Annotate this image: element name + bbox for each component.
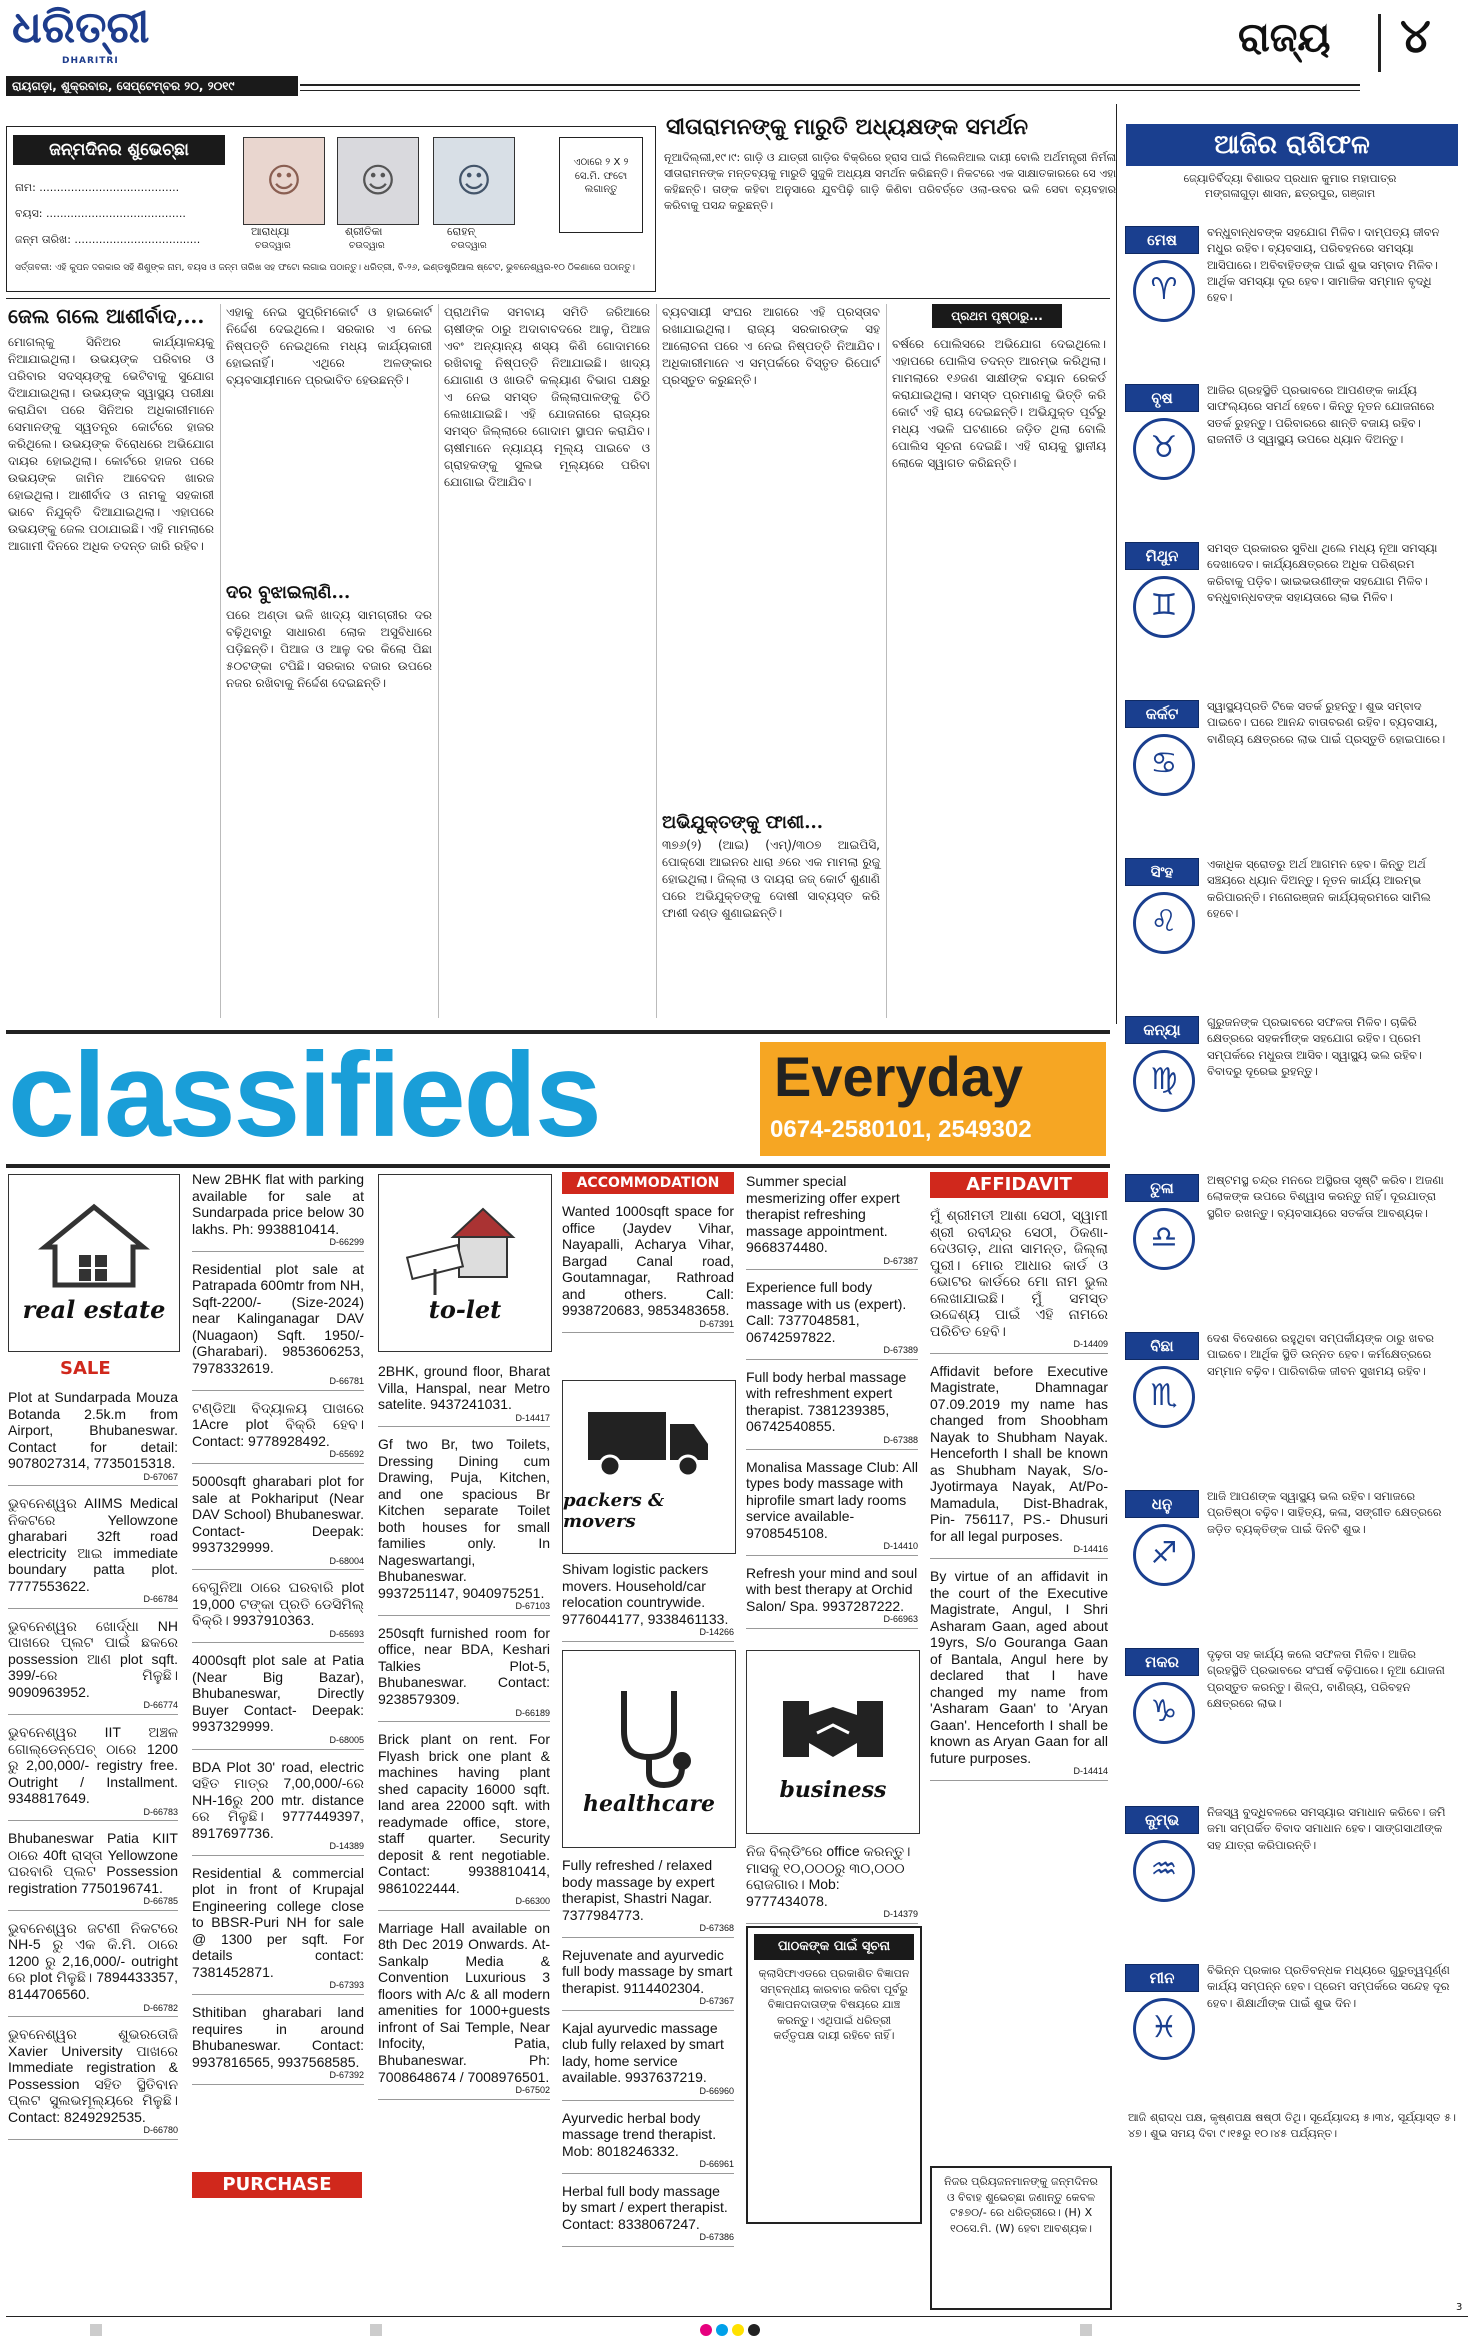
ad-code: D-14417 xyxy=(515,1412,550,1423)
zodiac-row xyxy=(1125,218,1453,370)
zodiac-prediction: ବନ୍ଧୁବାନ୍ଧବଙ୍କ ସହଯୋଗ ମିଳିବ। ଦାମ୍ପତ୍ୟ ଜୀବନ ମଧୁର ରହିବ। ବ୍ୟବସାୟ, ପରିବହନରେ ସମସ୍ୟା ଆସିପାରେ। ଅବିବାହିତଙ୍କ ପାଇଁ ଶୁଭ ସମ୍ବାଦ ମିଳିବ। ଆର୍ଥିକ ସମସ୍ୟା ଦୂର ହେବ। ସାମାଜିକ ସମ୍ମାନ ବୃଦ୍ଧି ହେବ। xyxy=(1207,225,1440,305)
col-divider-2 xyxy=(438,304,439,1018)
ad-text: ମୁଁ ଶ୍ରୀମତୀ ଆଶା ସେଠୀ, ସ୍ୱାମୀ ଶ୍ରୀ ରବୀନ୍ଦ୍ର ସେଠୀ, ଠିକଣା- ଦେଓଗଡ଼, ଥାନା ସାମନ୍ତ, ଜିଲ୍ଲା ପୁରୀ। ମୋର ଆଧାର କାର୍ଡ ଓ ଭୋଟର କାର୍ଡରେ ମୋ ନାମ ଭୁଲ ଲେଖାଯାଇଛି। ମୁଁ ସମସ୍ତ ଉଦ୍ଦେଶ୍ୟ ପାଇଁ ଏହି ନାମରେ ପରିଚିତ ହେବି। xyxy=(930,1207,1108,1339)
classified-ad xyxy=(192,1258,364,1391)
ad-text: 4000sqft plot sale at Patia (Near Big Bazar), Bhubaneswar, Directly Buyer Contact- Deepak: 9937329999. xyxy=(192,1652,364,1735)
classified-ad xyxy=(562,2017,734,2101)
zodiac-prediction: ସମସ୍ତ ପ୍ରକାରର ସୁବିଧା ଥିଲେ ମଧ୍ୟ ନୂଆ ସମସ୍ୟା ଦେଖାଦେବ। କାର୍ଯ୍ୟକ୍ଷେତ୍ରରେ ଅଧିକ ପରିଶ୍ରମ କରିବାକୁ ପଡ଼ିବ। ଭାଇଭଉଣୀଙ୍କ ସହଯୋଗ ମିଳିବ। ବନ୍ଧୁବାନ୍ଧବଙ୍କ ସହାୟତାରେ ଲାଭ ମିଳିବ। xyxy=(1207,541,1438,604)
zodiac-prediction: ସ୍ୱାସ୍ଥ୍ୟପ୍ରତି ଟିକେ ସତର୍କ ରୁହନ୍ତୁ। ଶୁଭ ସମ୍ବାଦ ପାଇବେ। ଘରେ ଆନନ୍ଦ ବାତାବରଣ ରହିବ। ବ୍ୟବସାୟ, ବାଣିଜ୍ୟ କ୍ଷେତ୍ରରେ ଲାଭ ପାଇଁ ପ୍ରସ୍ତୁତି ହୋଇପାରେ। xyxy=(1207,699,1446,746)
ad-code: D-67389 xyxy=(883,1345,918,1356)
healthcare-graphic xyxy=(562,1650,736,1848)
zodiac-row xyxy=(1125,850,1453,1002)
classifieds-banner xyxy=(6,1030,1110,1168)
healthcare-label: healthcare xyxy=(583,1791,715,1817)
ad-text: ବେଗୁନିଆ ଠାରେ ଘରବାରି plot 19,000 ଟଙ୍କା ପ୍ରତି ଡେସିମିଲ୍ ବିକ୍ରି। 9937910363. xyxy=(192,1579,364,1629)
reader-notice-title: ପାଠକଙ୍କ ପାଇଁ ସୂଚନା xyxy=(754,1934,914,1960)
ads-column-5-bottom xyxy=(746,1840,918,1920)
col2-body: ଏହାକୁ ନେଇ ସୁପ୍ରିମକୋର୍ଟ ଓ ହାଇକୋର୍ଟ ନିର୍ଦ୍ଦେଶ ଦେଇଥିଲେ। ସରକାର ଏ ନେଇ ନିଷ୍ପତ୍ତି ନେଇଥିଲେ ମଧ୍ୟ କାର୍ଯ୍ୟକାରୀ ହୋଇନାହିଁ। ଏଥିରେ ଅଳଙ୍କାର ବ୍ୟବସାୟୀମାନେ ପ୍ରଭାବିତ ହେଉଛନ୍ତି। xyxy=(226,305,432,388)
footer-registration-marks xyxy=(0,2322,1476,2338)
rates-box xyxy=(930,2166,1112,2310)
zodiac-name: ବିଛା xyxy=(1125,1332,1199,1360)
ad-text: Refresh your mind and soul with best therapy at Orchid Salon/ Spa. 9937287222. xyxy=(746,1564,918,1614)
zodiac-row xyxy=(1125,1482,1453,1634)
col-divider-4 xyxy=(886,304,887,1018)
ad-text: Bhubaneswar Patia KIIT ଠାରେ 40ft ରାସ୍ତା Yellowzone ଘରବାରି ପ୍ଲଟ Possession registration 7750196741. xyxy=(8,1830,178,1896)
zodiac-prediction: ଅଷ୍ଟମସ୍ଥ ଚନ୍ଦ୍ର ମନରେ ଅସ୍ଥିରତା ସୃଷ୍ଟି କରିବ। ଅଜଣା ଲୋକଙ୍କ ଉପରେ ବିଶ୍ୱାସ କରନ୍ତୁ ନାହିଁ। ଦୂରଯାତ୍ରା ସ୍ଥଗିତ ରଖନ୍ତୁ। ବ୍ୟବସାୟରେ ସତର୍କତା ଆବଶ୍ୟକ। xyxy=(1207,1173,1444,1220)
ad-code: D-68004 xyxy=(329,1555,364,1566)
classified-ad xyxy=(192,1397,364,1464)
ad-text: Ayurvedic herbal body massage trend therapist. Mob: 8018246332. xyxy=(562,2109,717,2159)
ad-code: D-66781 xyxy=(329,1376,364,1387)
classified-ad xyxy=(562,1200,734,1333)
section-title: ରାଜ୍ୟ xyxy=(1238,14,1331,61)
section-divider xyxy=(1378,14,1381,72)
classified-ad xyxy=(746,1562,918,1629)
ad-code: D-66784 xyxy=(143,1594,178,1605)
business-label: business xyxy=(779,1777,887,1803)
ad-text: Monalisa Massage Club: All types body massage with hiprofile smart lady rooms service available- 9708545108. xyxy=(746,1458,918,1541)
zodiac-name: ବୃଷ xyxy=(1125,384,1199,412)
ad-text: Gf two Br, two Toilets, Dressing Dining cum Drawing, Puja, Kitchen, and one spacious Br Kitchen separate Toilet both houses for small families only. In Nageswartangi, Bhubaneswar. 9937251147, 9040975251. xyxy=(378,1436,550,1601)
ad-text: ଭୁବନେଶ୍ୱର IIT ଅଞ୍ଚଳ ଗୋଲ୍ଡେନ୍‌ପେଚ୍ ଠାରେ 1200 ରୁ 2,00,000/- registry free. Outright / Installment. 9348817649. xyxy=(8,1724,178,1807)
ad-code: D-67368 xyxy=(699,1923,734,1934)
ad-code: D-67387 xyxy=(883,1255,918,1266)
birthday-field-dob: ଜନ୍ମ ତାରିଖ: .................................... xyxy=(15,233,201,246)
classified-ad xyxy=(562,2180,734,2247)
ads-column-5 xyxy=(746,1170,918,1625)
kid-place-2: ଚଉଦ୍ୱାର xyxy=(349,241,385,251)
classified-ad xyxy=(930,1360,1108,1559)
classified-ad xyxy=(562,1854,734,1938)
real-estate-label: real estate xyxy=(22,1294,166,1324)
ad-code: D-14410 xyxy=(883,1541,918,1552)
birthday-coupon xyxy=(6,126,656,292)
birthday-footnote: ସର୍ତ୍ତାବଳୀ: ଏହି କୁପନ ଦରକାର ସହି ଶିଶୁଙ୍କ ନାମ, ବୟସ ଓ ଜନ୍ମ ତାରିଖ ସହ ଫଟୋ ଲଗାଇ ପଠାନ୍ତୁ। ଧରିତ୍ରୀ, ବି-୨୬, ଇଣ୍ଡଷ୍ଟ୍ରିଆଲ ଷ୍ଟେଟ, ଭୁବନେଶ୍ୱର-୧୦ ଠିକଣାରେ ପଠାନ୍ତୁ। xyxy=(15,263,635,273)
logo: ଧରିତ୍ରୀ xyxy=(12,2,150,53)
ad-code: D-66960 xyxy=(699,2085,734,2096)
classified-ad xyxy=(746,1170,918,1270)
ad-text: 2BHK, ground floor, Bharat Villa, Hanspal, near Metro satelite. 9437241031. xyxy=(378,1363,550,1413)
ad-text: Fully refreshed / relaxed body massage by expert therapist, Shastri Nagar. 7377984773. xyxy=(562,1857,715,1923)
lead-body: ନୂଆଦିଲ୍ଲୀ,୧୯।୯: ଗାଡ଼ି ଓ ଯାତ୍ରୀ ଗାଡ଼ିର ବିକ୍ରିରେ ହ୍ରାସ ପାଇଁ ମିଲେନିଆଲ ଦାୟୀ ବୋଲି ଅର୍ଥମନ୍ତ୍ରୀ ନିର୍ମଳା ସୀତାରାମନଙ୍କ ମନ୍ତବ୍ୟକୁ ମାରୁତି ସୁଜୁକି ଅଧ୍ୟକ୍ଷ ସମର୍ଥନ କରିଛନ୍ତି। ନିକଟରେ ଏକ ସାକ୍ଷାତକାରରେ ସେ ଏହା କହିଛନ୍ତି। ତାଙ୍କ କହିବା ଅନୁସାରେ ଯୁବପିଢ଼ି ଗାଡ଼ି କିଣିବା ପରିବର୍ତ୍ତେ ଓଲା-ଉବର ଭଳି ସେବା ବ୍ୟବହାର କରିବାକୁ ପସନ୍ଦ କରୁଛନ୍ତି। xyxy=(664,151,1116,212)
ad-code: D-67103 xyxy=(515,1601,550,1612)
ad-text: BDA Plot 30' road, electric ସହିତ ମାତ୍ର 7,00,000/-ରେ NH-16ରୁ 200 mtr. distance ରେ ମିଳୁଛି। 9777449397, 8917697736. xyxy=(192,1758,364,1841)
page-number: ୪ xyxy=(1400,8,1431,64)
zodiac-icon: ♋ xyxy=(1133,734,1195,796)
ad-text: New 2BHK flat with parking available for sale at Sundarpada price below 30 lakhs. Ph: 9938810414. xyxy=(192,1171,364,1237)
zodiac-prediction: ଆଜି ଆପଣଙ୍କ ସ୍ୱାସ୍ଥ୍ୟ ଭଲ ରହିବ। ସମାଜରେ ପ୍ରତିଷ୍ଠା ବଢ଼ିବ। ସାହିତ୍ୟ, କଳା, ସଙ୍ଗୀତ କ୍ଷେତ୍ରରେ ଜଡ଼ିତ ବ୍ୟକ୍ତିଙ୍କ ପାଇଁ ଦିନଟି ଶୁଭ। xyxy=(1207,1489,1442,1536)
ad-code: D-65693 xyxy=(329,1628,364,1639)
ad-text: Plot at Sundarpada Mouza Botanda 2.5k.m from Airport, Bhubaneswar. Contact for detail: 9078027314, 7735015318. xyxy=(8,1389,178,1472)
news-col-4 xyxy=(662,304,880,1018)
ad-text: Residential plot sale at Patrapada 600mtr from NH, Sqft-2200/- (Size-2024) near Kalinganagar DAV (Nuagaon) Sqft. 1950/- (Gharabari). 9853606253, 7978332619. xyxy=(192,1260,364,1376)
zodiac-name: ଧନୁ xyxy=(1125,1490,1199,1518)
classified-ad xyxy=(378,1433,550,1616)
classified-ad xyxy=(192,1470,364,1570)
footer-page-marker: 3 xyxy=(1456,2302,1463,2313)
kid-photo-2: ☺ xyxy=(337,137,419,225)
zodiac-icon: ♍ xyxy=(1133,1050,1195,1112)
classified-ad xyxy=(378,1917,550,2100)
ad-text: 250sqft furnished room for office, near BDA, Keshari Talkies Plot-5, Bhubaneswar. Contact: 9238579309. xyxy=(378,1624,550,1707)
classified-ad xyxy=(192,2001,364,2085)
kid-place-1: ଚଉଦ୍ୱାର xyxy=(255,241,291,251)
reader-notice xyxy=(746,1926,922,2224)
to-let-house-icon xyxy=(405,1203,525,1295)
reader-notice-body: କ୍ଲାସିଫାଏଡରେ ପ୍ରକାଶିତ ବିଜ୍ଞାପନ ସମ୍ବନ୍ଧୀୟ କାରବାର କରିବା ପୂର୍ବରୁ ବିଜ୍ଞାପନଦାତାଙ୍କ ବିଷୟରେ ଯାଞ୍ଚ କରନ୍ତୁ। ଏଥିପାଇଁ ଧରିତ୍ରୀ କର୍ତ୍ତୃପକ୍ଷ ଦାୟୀ ରହିବେ ନାହିଁ। xyxy=(758,1967,910,2043)
ad-code: D-66963 xyxy=(883,1614,918,1625)
affidavit-label: AFFIDAVIT xyxy=(930,1172,1108,1198)
classified-ad xyxy=(8,1917,178,2017)
col1-body: ମୋଗଲ୍କୁ ସିନିଅର କାର୍ଯ୍ୟାଳୟକୁ ନିଆଯାଇଥିଲା। ଉଭୟଙ୍କ ପରିବାର ଓ ପରିବାର ସଦସ୍ୟଙ୍କୁ ଭେଟିବାକୁ ସୁଯୋଗ ଦିଆଯାଇଥିଲା। ଉଭୟଙ୍କ ସ୍ୱାସ୍ଥ୍ୟ ପରୀକ୍ଷା କରାଯିବା ପରେ ସିନିଅର ଅଧିକାରୀମାନେ ସେମାନଙ୍କୁ ସ୍ୱତନ୍ତ୍ର କୋର୍ଟରେ ହାଜର କରିଥିଲେ। ଉଭୟଙ୍କ ବିରୋଧରେ ଅଭିଯୋଗ ଦାୟର ହୋଇଥିଲା। କୋର୍ଟରେ ହାଜର ପରେ ଉଭୟଙ୍କ ଜାମିନ ଆବେଦନ ଖାରଜ ହୋଇଥିଲା। ଆଶୀର୍ବାଦ ଓ ନାମକୁ ସହକାରୀ ଭାବେ ନିଯୁକ୍ତି ଦିଆଯାଇଥିଲା। ଏହାପରେ ଉଭୟଙ୍କୁ ଜେଲ ପଠାଯାଇଛି। ଏହି ମାମଲାରେ ଆଗାମୀ ଦିନରେ ଅଧିକ ତଦନ୍ତ ଜାରି ରହିବ। xyxy=(8,335,214,554)
ads-column-6 xyxy=(930,1204,1108,2158)
ad-code: D-14409 xyxy=(1073,1339,1108,1350)
col4-subhead: ଅଭିଯୁକ୍ତଙ୍କୁ ଫାଶୀ... xyxy=(662,812,824,833)
packers-graphic xyxy=(562,1380,736,1554)
dateline: ରାୟଗଡ଼ା, ଶୁକ୍ରବାର, ସେପ୍ଟେମ୍ବର ୨୦, ୨୦୧୯ xyxy=(6,76,298,96)
classified-ad xyxy=(8,1827,178,1911)
zodiac-icon: ♌ xyxy=(1133,892,1195,954)
zodiac-name: ମିଥୁନ xyxy=(1125,542,1199,570)
kid-name-3: ରୋହନ୍ xyxy=(447,225,476,238)
ad-code: D-67067 xyxy=(143,1471,178,1482)
rashifal-byline: ଜ୍ୟୋତିର୍ବିଦ୍ୟା ବିଶାରଦ ପ୍ରଧାନ କୁମାର ମହାପାତ୍ର ମଙ୍ଗଳାଗୁଡ଼ା ଶାସନ, ଛତ୍ରପୁର, ଗଞ୍ଜାମ xyxy=(1183,172,1397,200)
ad-text: Shivam logistic packers movers. Household/car relocation countrywide. 9776044177, 9338461133. xyxy=(562,1561,729,1627)
photo-slot: ଏଠାରେ ୨ X ୨ ସେ.ମି. ଫଟୋ ଲଗାନ୍ତୁ xyxy=(559,137,643,233)
zodiac-icon: ♈ xyxy=(1133,260,1195,322)
classified-ad xyxy=(378,1728,550,1911)
ad-code: D-67502 xyxy=(515,2085,550,2096)
purchase-label: PURCHASE xyxy=(192,2172,362,2198)
sale-label: SALE xyxy=(60,1358,111,1379)
classified-ad xyxy=(8,1386,178,1486)
zodiac-row xyxy=(1125,1798,1453,1950)
packers-label: packers & movers xyxy=(563,1490,665,1532)
ad-text: Rejuvenate and ayurvedic full body massage by smart therapist. 9114402304. xyxy=(562,1946,733,1996)
zodiac-row xyxy=(1125,692,1453,844)
ad-text: 5000sqft gharabari plot for sale at Pokhariput (Near DAV School) Bhubaneswar. Contact- Deepak: 9937329999. xyxy=(192,1473,364,1556)
col2-body2: ପରେ ଅଣ୍ଡା ଭଳି ଖାଦ୍ୟ ସାମଗ୍ରୀର ଦର ବଢ଼ିଥିବାରୁ ସାଧାରଣ ଲୋକ ଅସୁବିଧାରେ ପଡ଼ିଛନ୍ତି। ପିଆଜ ଓ ଆଳୁ ଦର କିଲୋ ପିଛା ୫୦ଟଙ୍କା ଟପିଛି। ସରକାର ବଜାର ଉପରେ ନଜର ରଖିବାକୁ ନିର୍ଦ୍ଦେଶ ଦେଇଛନ୍ତି। xyxy=(226,608,432,691)
lead-story xyxy=(664,108,1118,288)
zodiac-prediction: ଏକାଧିକ ସ୍ରୋତରୁ ଅର୍ଥ ଆଗମନ ହେବ। କିନ୍ତୁ ଅର୍ଥ ସଞ୍ଚୟରେ ଧ୍ୟାନ ଦିଅନ୍ତୁ। ନୂତନ କାର୍ଯ୍ୟ ଆରମ୍ଭ କରିପାରନ୍ତି। ମନୋରଞ୍ଜନ କାର୍ଯ୍ୟକ୍ରମରେ ସାମିଲ ହେବେ। xyxy=(1207,857,1431,920)
kid-photo-3: ☺ xyxy=(433,137,515,225)
zodiac-row xyxy=(1125,376,1453,528)
classified-ad xyxy=(562,1944,734,2011)
accommodation-label: ACCOMMODATION xyxy=(562,1172,734,1194)
kid-name-1: ଆରାଧ୍ୟା xyxy=(251,225,290,238)
zodiac-row xyxy=(1125,1166,1453,1318)
classified-ad xyxy=(930,1204,1108,1354)
classified-ad xyxy=(8,1492,178,1609)
ad-code: D-66782 xyxy=(143,2002,178,2013)
ad-text: ଟଣ୍ଡିଆ ବିଦ୍ୟାଳୟ ପାଖରେ 1Acre plot ବିକ୍ରି ହେବ। Contact: 9778928492. xyxy=(192,1399,364,1449)
zodiac-name: କନ୍ୟା xyxy=(1125,1016,1199,1044)
col2-subhead: ଦର ବୁଝାଇଲାଣି... xyxy=(226,582,351,603)
classifieds-phones: 0674-2580101, 2549302 xyxy=(770,1116,1032,1143)
news-top-rule xyxy=(6,298,1110,299)
kid-name-2: ଶ୍ରୀତିକା xyxy=(345,225,383,238)
zodiac-icon: ♑ xyxy=(1133,1682,1195,1744)
ads-column-4-top xyxy=(562,1200,734,1374)
col3-body: ପ୍ରାଥମିକ ସମବାୟ ସମିତି ଜରିଆରେ ଚାଷୀଙ୍କ ଠାରୁ ଅଦାବାବଦରେ ଆଳୁ, ପିଆଜ ଏବଂ ଅନ୍ୟାନ୍ୟ ଶସ୍ୟ କିଣି ଗୋଦାମରେ ରଖିବାକୁ ନିଷ୍ପତ୍ତି ନିଆଯାଇଛି। ଖାଦ୍ୟ ଯୋଗାଣ ଓ ଖାଉଟି କଲ୍ୟାଣ ବିଭାଗ ପକ୍ଷରୁ ଏ ନେଇ ସମସ୍ତ ଜିଲ୍ଲାପାଳଙ୍କୁ ଚିଠି ଲେଖାଯାଇଛି। ଏହି ଯୋଜନାରେ ରାଜ୍ୟର ସମସ୍ତ ଜିଲ୍ଲାରେ ଗୋଦାମ ସ୍ଥାପନ କରାଯିବ। ଚାଷୀମାନେ ନ୍ୟାଯ୍ୟ ମୂଲ୍ୟ ପାଇବେ ଓ ଗ୍ରାହକଙ୍କୁ ସୁଲଭ ମୂଲ୍ୟରେ ପରିବା ଯୋଗାଇ ଦିଆଯିବ। xyxy=(444,305,650,490)
kid-photo-1: ☺ xyxy=(243,137,325,225)
zodiac-prediction: ନିଜସ୍ୱ ବୁଦ୍ଧିବଳରେ ସମସ୍ୟାର ସମାଧାନ କରିବେ। ଜମି ଜମା ସମ୍ପର୍କିତ ବିବାଦ ସମାଧାନ ହେବ। ସାଙ୍ଗସାଥୀଙ୍କ ସହ ଯାତ୍ରା କରିପାରନ୍ତି। xyxy=(1207,1805,1446,1852)
classified-ad xyxy=(192,1756,364,1856)
ad-text: Brick plant on rent. For Flyash brick one plant & machines having plant shed capacity 16000 sqft. land area 22000 sqft. with readymade office, store, staff quarter. Security deposit & rent negotiable. Contact: 9938810414, 9861022444. xyxy=(378,1731,550,1896)
zodiac-name: ମୀନ xyxy=(1125,1964,1199,1992)
birthday-field-age: ବୟସ: ........................................ xyxy=(15,207,186,220)
ad-code: D-67388 xyxy=(883,1434,918,1445)
ad-code: D-67367 xyxy=(699,1996,734,2007)
birthday-field-name: ନାମ: ........................................ xyxy=(15,181,180,194)
ad-code: D-67393 xyxy=(329,1980,364,1991)
ads-column-4-mid xyxy=(562,1558,734,1638)
ad-code: D-66780 xyxy=(143,2125,178,2136)
ad-text: By virtue of an affidavit in the court of the Executive Magistrate, Angul, I Shri Asharam Gaan, aged about 19yrs, S/o Gouranga Gaan of Bantala, Angul here by declared that I have changed my name from 'Asharam Gaan' to 'Aryan Gaan'. Henceforth I shall be known as Aryan Gaan for all future purposes. xyxy=(930,1568,1108,1766)
classified-ad xyxy=(8,1615,178,1715)
classified-ad xyxy=(746,1840,918,1924)
masthead xyxy=(0,0,1476,100)
ad-code: D-68005 xyxy=(329,1734,364,1745)
col1-headline: ଜେଲ ଗଲେ ଆଶୀର୍ବାଦ,... xyxy=(8,304,205,328)
classified-ad xyxy=(378,1360,550,1427)
col-divider-1 xyxy=(220,304,221,1018)
house-icon xyxy=(39,1203,149,1289)
ad-text: Marriage Hall available on 8th Dec 2019 Onwards. At- Sankalp Media & Convention Luxurious 3 floors with A/c & all modern amenities for 1000+guests infront of Sai Temple, Near Infocity, Patia, Bhubaneswar. Ph: 7008648674 / 7008976501. xyxy=(378,1919,550,2085)
col4-body2: ୩୭୬(୨) (ଆଇ) (ଏମ୍)/୩୦୭ ଆଇପିସି, ପୋକ୍ସୋ ଆଇନର ଧାରା ୬ରେ ଏକ ମାମଲା ରୁଜୁ ହୋଇଥିଲା। ଜିଲ୍ଲା ଓ ଦାୟରା ଜଜ୍ କୋର୍ଟ ଶୁଣାଣି ପରେ ଅଭିଯୁକ୍ତଙ୍କୁ ଦୋଷୀ ସାବ୍ୟସ୍ତ କରି ଫାଶୀ ଦଣ୍ଡ ଶୁଣାଇଛନ୍ତି। xyxy=(662,838,880,921)
birthday-title: ଜନ୍ମଦିନର ଶୁଭେଚ୍ଛା xyxy=(13,135,225,165)
classified-ad xyxy=(192,1576,364,1643)
ad-text: Residential & commercial plot in front of Krupajal Engineering college close to BBSR-Puri NH for sale @ 1300 per sqft. For details contact: 7381452871. xyxy=(192,1864,364,1980)
zodiac-prediction: ବିଭିନ୍ନ ପ୍ରକାର ପ୍ରତିବନ୍ଧକ ମଧ୍ୟରେ ଗୁରୁତ୍ୱପୂର୍ଣ୍ଣ କାର୍ଯ୍ୟ ସମ୍ପନ୍ନ ହେବ। ପ୍ରେମ ସମ୍ପର୍କରେ ସନ୍ଦେହ ଦୂର ହେବ। ଶିକ୍ଷାର୍ଥୀଙ୍କ ପାଇଁ ଶୁଭ ଦିନ। xyxy=(1207,1963,1450,2010)
zodiac-row xyxy=(1125,1008,1453,1160)
zodiac-prediction: ଦେଶ ବିଦେଶରେ ରହୁଥିବା ସମ୍ପର୍କୀୟଙ୍କ ଠାରୁ ଖବର ପାଇବେ। ଆର୍ଥିକ ସ୍ଥିତି ଉନ୍ନତ ହେବ। କର୍ମକ୍ଷେତ୍ରରେ ସମ୍ମାନ ବଢ଼ିବ। ପାରିବାରିକ ଜୀବନ ସୁଖମୟ ରହିବ। xyxy=(1207,1331,1434,1378)
classified-ad xyxy=(746,1276,918,1360)
ad-text: Kajal ayurvedic massage club fully relaxed by smart lady, home service available. 9937637219. xyxy=(562,2019,724,2086)
zodiac-row xyxy=(1125,1956,1453,2108)
zodiac-row xyxy=(1125,1640,1453,1792)
ad-text: ଭୁବନେଶ୍ୱର ଶୁଭରତୋଜି Xavier University ପାଖରେ Immediate registration & Possession ସହିତ ସ୍ଥିତିବାନ ପ୍ଲଟ ସୁଲଭମୂଲ୍ୟରେ ମିଳୁଛି। Contact: 8249292535. xyxy=(8,2026,178,2125)
classified-ad xyxy=(930,1565,1108,1781)
lead-headline: ସୀତାରାମନଙ୍କୁ ମାରୁତି ଅଧ୍ୟକ୍ଷଙ୍କ ସମର୍ଥନ xyxy=(666,114,1029,140)
news-col-5 xyxy=(892,304,1106,1018)
ad-code: D-67386 xyxy=(699,2232,734,2243)
zodiac-icon: ♉ xyxy=(1133,418,1195,480)
zodiac-name: କୁମ୍ଭ xyxy=(1125,1806,1199,1834)
ad-text: ନିଜ ବିଲ୍ଡିଂରେ office କରନ୍ତୁ। ମାସକୁ ୧୦,୦୦୦ରୁ ୩୦,୦୦୦ ରୋଜଗାର। Mob: 9777434078. xyxy=(746,1843,911,1909)
footer-rule xyxy=(6,2316,1468,2317)
classified-ad xyxy=(746,1366,918,1450)
to-let-graphic xyxy=(378,1174,552,1352)
zodiac-name: ସିଂହ xyxy=(1125,858,1199,886)
zodiac-prediction: ଗୁରୁଜନଙ୍କ ପ୍ରଭାବରେ ସଫଳତା ମିଳିବ। ଚାକିରି କ୍ଷେତ୍ରରେ ସହକର୍ମୀଙ୍କ ସହଯୋଗ ରହିବ। ପ୍ରେମ ସମ୍ପର୍କରେ ମଧୁରତା ଆସିବ। ସ୍ୱାସ୍ଥ୍ୟ ଭଲ ରହିବ। ବିବାଦରୁ ଦୂରେଇ ରୁହନ୍ତୁ। xyxy=(1207,1015,1422,1078)
rashifal-title: ଆଜିର ରାଶିଫଳ xyxy=(1126,124,1458,166)
ads-column-4-bottom xyxy=(562,1854,734,2324)
ad-code: D-66299 xyxy=(329,1237,364,1248)
zodiac-name: କର୍କଟ xyxy=(1125,700,1199,728)
ad-text: ଭୁବନେଶ୍ୱର ଜଟଣୀ ନିକଟରେ NH-5 ରୁ ଏକ କି.ମି. ଠାରେ 1200 ରୁ 2,16,000/- outright ରେ plot ମିଳୁଛି। 7894433357, 8144706560. xyxy=(8,1919,178,2002)
ad-code: D-14389 xyxy=(329,1841,364,1852)
dateline-rule xyxy=(300,84,1360,91)
ad-code: D-66189 xyxy=(515,1707,550,1718)
ad-text: Summer special mesmerizing offer expert therapist refreshing massage appointment. 9668374480. xyxy=(746,1173,900,1256)
zodiac-name: ମକର xyxy=(1125,1648,1199,1676)
news-col-3 xyxy=(444,304,650,1018)
news-col-2 xyxy=(226,304,432,1018)
ad-code: D-66300 xyxy=(515,1896,550,1907)
ad-code: D-66785 xyxy=(143,1896,178,1907)
classified-ad xyxy=(8,2023,178,2140)
zodiac-icon: ♎ xyxy=(1133,1208,1195,1270)
zodiac-row xyxy=(1125,534,1453,686)
ads-column-1 xyxy=(8,1386,178,2306)
ad-text: Sthitiban gharabari land requires in around Bhubaneswar. Contact: 9937816565, 9937568585. xyxy=(192,2003,364,2070)
continued-badge: ପ୍ରଥମ ପୃଷ୍ଠାରୁ... xyxy=(932,304,1062,328)
zodiac-icon: ♐ xyxy=(1133,1524,1195,1586)
zodiac-icon: ♊ xyxy=(1133,576,1195,638)
ad-code: D-65692 xyxy=(329,1449,364,1460)
ad-code: D-66783 xyxy=(143,1806,178,1817)
zodiac-icon: ♓ xyxy=(1133,1998,1195,2060)
ad-text: Experience full body massage with us (expert). Call: 7377048581, 06742597822. xyxy=(746,1279,907,1345)
kid-place-3: ଚଉଦ୍ୱାର xyxy=(451,241,487,251)
ad-text: Wanted 1000sqft space for office (Jaydev Vihar, Nayapalli, Acharya Vihar, Bargad Canal road, Goutamnagar, Rathroad and others. Call: 9938720683, 9853483658. xyxy=(562,1203,734,1319)
real-estate-graphic xyxy=(8,1174,180,1352)
classified-ad xyxy=(8,1721,178,1821)
zodiac-row xyxy=(1125,1324,1453,1476)
ad-code: D-67391 xyxy=(699,1318,734,1329)
classified-ad xyxy=(192,1168,364,1252)
rates-text: ନିଜର ପ୍ରିୟଜନମାନଙ୍କୁ ଜନ୍ମଦିନର ଓ ବିବାହ ଶୁଭେଚ୍ଛା ଜଣାନ୍ତୁ କେବଳ ଟ୫୭୦/- ରେ ଧରିତ୍ରୀରେ। (H) X ୧୦ସେ.ମି. (W) ହେବା ଆବଶ୍ୟକ। xyxy=(944,2175,1098,2235)
ad-text: Herbal full body massage by smart / expert therapist. Contact: 8338067247. xyxy=(562,2182,728,2232)
stethoscope-icon xyxy=(594,1681,704,1791)
truck-icon xyxy=(584,1402,714,1482)
ad-text: ଭୁବନେଶ୍ୱର AIIMS Medical ନିକଟରେ Yellowzone gharabari 32ft road electricity ଆଇ immediate boundary patta plot. 7777553622. xyxy=(8,1495,178,1594)
col5-body: ବର୍ଷରେ ପୋଲିସରେ ଅଭିଯୋଗ ଦେଇଥିଲେ। ଏହାପରେ ପୋଲିସ ତଦନ୍ତ ଆରମ୍ଭ କରିଥିଲା। ମାମଲାରେ ୧୬ଜଣ ସାକ୍ଷୀଙ୍କ ବୟାନ ରେକର୍ଡ କରାଯାଇଥିଲା। ସମସ୍ତ ପ୍ରମାଣକୁ ଭିତ୍ତି କରି କୋର୍ଟ ଏହି ରାୟ ଦେଇଛନ୍ତି। ଅଭିଯୁକ୍ତ ପୂର୍ବରୁ ମଧ୍ୟ ଏଭଳି ଘଟଣାରେ ଜଡ଼ିତ ଥିଲା ବୋଲି ପୋଲିସ ସୂଚନା ଦେଇଛି। ଏହି ରାୟକୁ ସ୍ଥାନୀୟ ଲୋକେ ସ୍ୱାଗତ କରିଛନ୍ତି। xyxy=(892,337,1106,471)
zodiac-icon: ♏ xyxy=(1133,1366,1195,1428)
classified-ad xyxy=(562,2107,734,2174)
news-col-1 xyxy=(8,304,214,1018)
ad-text: Full body herbal massage with refreshment expert therapist. 7381239385, 06742540855. xyxy=(746,1368,907,1435)
handshake-icon xyxy=(773,1681,893,1777)
everyday-label: Everyday xyxy=(774,1045,1024,1108)
ad-code: D-67392 xyxy=(329,2070,364,2081)
ad-text: ଭୁବନେଶ୍ୱର ଖୋର୍ଦ୍ଧା NH ପାଖରେ ପ୍ଲଟ ପାଇଁ ଛକରେ possession ଆଣ plot sqft. 399/-ରେ ମିଳୁଛି। 9090963952. xyxy=(8,1617,178,1700)
classified-ad xyxy=(746,1456,918,1556)
to-let-label: to-let xyxy=(428,1294,502,1324)
ad-text: Affidavit before Executive Magistrate, Dhamnagar 07.09.2019 my name has changed from Shoobham Nayak to Shubham Nayak. Henceforth I shall be known as Shubham Nayak, S/o-Jyotirmaya Nayak, At/Po- Mamadula, Dist-Bhadrak, Pin- 756117, PS.- Dhusuri for all legal purposes. xyxy=(930,1362,1108,1544)
col4-body: ବ୍ୟବସାୟୀ ସଂଘର ଆଗରେ ଏହି ପ୍ରସ୍ତାବ ରଖାଯାଇଥିଲା। ରାଜ୍ୟ ସରକାରଙ୍କ ସହ ଆଲୋଚନା ପରେ ଏ ନେଇ ନିଷ୍ପତ୍ତି ନିଆଯିବ। ଅଧିକାରୀମାନେ ଏ ସମ୍ପର୍କରେ ବିସ୍ତୃତ ରିପୋର୍ଟ ପ୍ରସ୍ତୁତ କରୁଛନ୍ତି। xyxy=(662,305,880,388)
ad-code: D-14414 xyxy=(1073,1766,1108,1777)
ad-code: D-14266 xyxy=(699,1627,734,1638)
classified-ad xyxy=(378,1622,550,1722)
zodiac-prediction: ଆଜିର ଗ୍ରହସ୍ଥିତି ପ୍ରଭାବରେ ଆପଣଙ୍କ କାର୍ଯ୍ୟ ସାଫଲ୍ୟରେ ସମର୍ଥ ହେବେ। କିନ୍ତୁ ନୂତନ ଯୋଜନାରେ ସତର୍କ ରୁହନ୍ତୁ। ପରିବାରରେ ଶାନ୍ତି ବଜାୟ ରହିବ। ରାଜନୀତି ଓ ସ୍ୱାସ୍ଥ୍ୟ ଉପରେ ଧ୍ୟାନ ଦିଅନ୍ତୁ। xyxy=(1207,383,1435,446)
everyday-box xyxy=(760,1042,1106,1156)
ad-code: D-14416 xyxy=(1073,1544,1108,1555)
rashifal-divider xyxy=(1116,104,1117,1024)
zodiac-prediction: ଦୃଢ଼ତା ସହ କାର୍ଯ୍ୟ କଲେ ସଫଳତା ମିଳିବ। ଆଜିର ଗ୍ରହସ୍ଥିତି ପ୍ରଭାବରେ ସଂଘର୍ଷ ବଢ଼ିପାରେ। ନୂଆ ଯୋଜନା ପ୍ରସ୍ତୁତ କରନ୍ତୁ। ଶିଳ୍ପ, ବାଣିଜ୍ୟ, ପରିବହନ କ୍ଷେତ୍ରରେ ଲାଭ। xyxy=(1207,1647,1445,1710)
zodiac-icon: ♒ xyxy=(1133,1840,1195,1902)
ad-code: D-66774 xyxy=(143,1700,178,1711)
almanac: ଆଜି ଶ୍ରାଦ୍ଧ ପକ୍ଷ, କୃଷ୍ଣପକ୍ଷ ଷଷ୍ଠୀ ତିଥି। ସୂର୍ଯ୍ୟୋଦୟ ୫।୩୪, ସୂର୍ଯ୍ୟାସ୍ତ ୫।୪୭। ଶୁଭ ସମୟ ଦିବା ୯।୧୫ରୁ ୧୦।୪୫ ପର୍ଯ୍ୟନ୍ତ। xyxy=(1128,2111,1456,2140)
classified-ad xyxy=(192,1649,364,1749)
classified-ad xyxy=(562,1558,734,1642)
ad-code: D-14379 xyxy=(883,1909,918,1920)
classifieds-title: classifieds xyxy=(8,1028,600,1162)
ad-code: D-66961 xyxy=(699,2159,734,2170)
business-graphic xyxy=(746,1650,920,1834)
ads-column-3 xyxy=(378,1360,550,2320)
classified-ad xyxy=(192,1862,364,1995)
zodiac-name: ତୁଳା xyxy=(1125,1174,1199,1202)
logo-sub: DHARITRI xyxy=(62,56,119,66)
zodiac-name: ମେଷ xyxy=(1125,226,1199,254)
ads-column-2 xyxy=(192,1168,364,2168)
col-divider-3 xyxy=(656,304,657,1018)
